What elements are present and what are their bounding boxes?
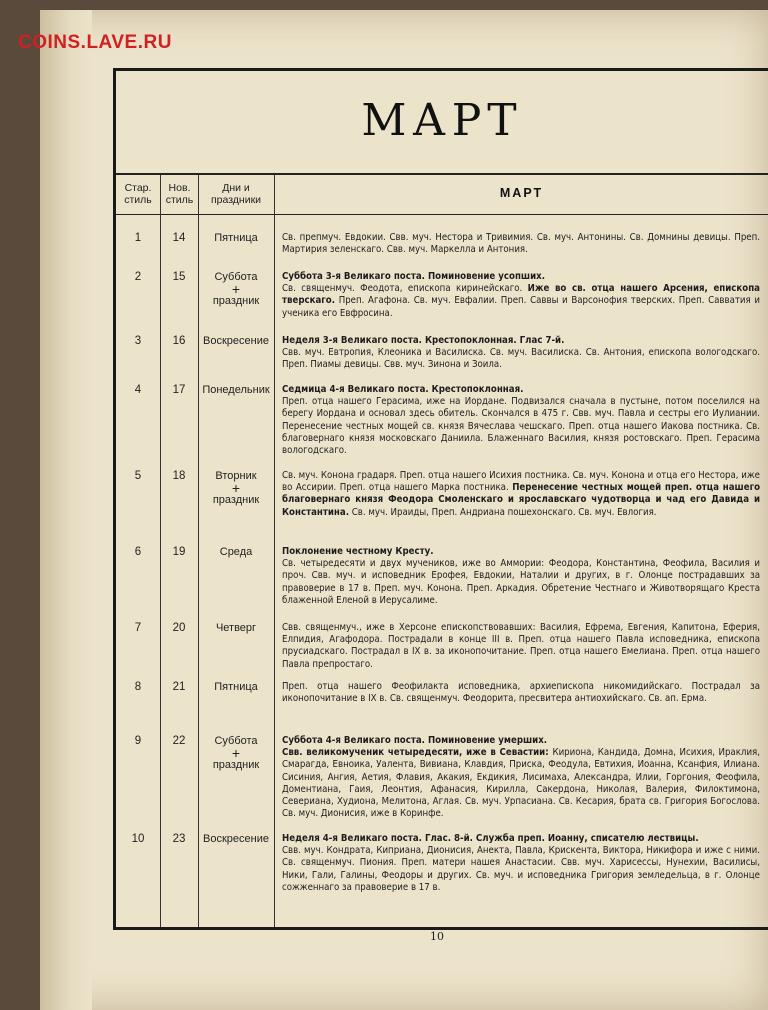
commemoration-text: Свв. муч. Евтропия, Клеоника и Василиска. Св. муч. Василиска. Св. Антония, епископа вологодскаго. Преп. Пиамы девицы. Свв. муч. Зинона и Зоила. <box>282 347 760 371</box>
old-style-date: 1 <box>134 232 142 244</box>
header-top-rule <box>116 173 768 175</box>
page-number: 10 <box>430 930 444 943</box>
new-style-date: 14 <box>172 232 186 244</box>
commemoration-text: Св. четыредесяти и двух мучеников, иже во Аммории: Феодора, Константина, Феофила, Василия и проч. Свв. муч. и исповедник Ерофея, Евдокии, Наталии и других, в г. Олонце пострадавших за правоверие в 17 в. Преп. муч. Конона. Преп. Аркадия. Обретение Честнаго и Животворящаго Креста блаженной Еленой в Иерусалиме. <box>282 558 760 606</box>
old-style-date: 8 <box>134 681 142 693</box>
new-style-date: 17 <box>172 384 186 396</box>
old-style-date: 5 <box>134 470 142 482</box>
day-name <box>198 232 274 245</box>
header-main: МАРТ <box>499 186 544 200</box>
col-divider-3 <box>274 175 275 927</box>
header-old-style: Стар. стиль <box>124 182 152 206</box>
feast-heading: Перенесение честных мощей преп. отца нашего благовернаго князя Феодора Смоленскаго и ярославскаго чудотворца и чад его Давида и Константина. <box>282 482 761 518</box>
saints-text <box>282 335 760 372</box>
day-label: Воскресение <box>203 335 269 347</box>
header-new-style: Нов. стиль <box>165 182 194 206</box>
day-name <box>198 271 274 308</box>
day-name <box>198 384 274 397</box>
old-style-date: 7 <box>134 622 142 634</box>
day-name <box>198 470 274 507</box>
commemoration-text: Кириона, Кандида, Домна, Исихия, Ираклия, Смарагда, Евноика, Уалента, Вивиана, Клавдия, Приска, Феодула, Евтихия, Иоанна, Ксанфия, Илиана. Сисиния, Ангия, Аетия, Флавия, Акакия, Екдикия, Лисимаха, Александра, Илии, Горгония, Феофила, Доментиана, Гаия, Леонтия, Афанасия, Кирилла, Сакердона, Николая, Валерия, Филоктимона, Севериана, Худиона, Мелитона, Аглая. Св. муч. Урпасиана. Св. Кесария, брата св. Григория Богослова. Св. муч. Дионисия, иже в Коринфе. <box>282 747 760 820</box>
day-name <box>198 622 274 635</box>
day-label: Воскресение <box>203 833 269 845</box>
old-style-date: 2 <box>134 271 142 283</box>
feast-heading: Свв. великомученик четыредесяти, иже в Севастии: <box>282 747 553 759</box>
commemoration-text: Преп. отца нашего Герасима, иже на Иордане. Подвизался сначала в пустыне, потом поселился на берегу Иордана и основал здесь обитель. Скончался в 475 г. Свв. муч. Павла и сестры его Иулиании. Перенесение честных мощей св. князя Вячеслава чешскаго. Преп. отца нашего Иакова постника. Св. благовернаго князя московскаго Даниила. Блаженнаго Василия, князя ростовскаго. Преп. Герасима вологодскаго. <box>282 396 760 457</box>
commemoration-text: Св. препмуч. Евдокии. Свв. муч. Нестора и Тривимия. Св. муч. Антонины. Св. Домнины девицы. Преп. Мартирия зеленскаго. Свв. муч. Маркелла и Антония. <box>282 232 760 256</box>
saints-text <box>282 470 760 519</box>
holiday-cross-icon: + <box>231 480 241 496</box>
day-label: Четверг <box>215 622 257 634</box>
saints-text <box>282 735 760 820</box>
old-style-date: 9 <box>134 735 142 747</box>
feast-heading: Седмица 4-я Великаго поста. Крестопоклонная. <box>282 384 524 395</box>
new-style-date: 16 <box>172 335 186 347</box>
old-style-date: 6 <box>134 546 142 558</box>
feast-heading: Неделя 4-я Великаго поста. Глас. 8-й. Служба преп. Иоанну, списателю лествицы. <box>282 833 699 844</box>
new-style-date: 19 <box>172 546 186 558</box>
day-label: Понедельник <box>202 384 270 396</box>
day-label: Пятница <box>214 681 258 693</box>
header-days: Дни и праздники <box>210 182 262 206</box>
feast-heading: Поклонение честному Кресту. <box>282 546 434 557</box>
feast-heading: Неделя 3-я Великаго поста. Крестопоклонная. Глас 7-й. <box>282 335 565 346</box>
saints-text <box>282 232 760 256</box>
old-style-date: 10 <box>131 833 145 845</box>
commemoration-text: Преп. отца нашего Феофилакта исповедника, архиепископа никомидийскаго. Пострадал за иконопочитание в IX в. Св. священмуч. Феодорита, пресвитера антиохийскаго. Св. ап. Ерма. <box>282 681 760 705</box>
saints-text <box>282 833 760 894</box>
saints-text <box>282 384 760 457</box>
header-bottom-rule <box>116 214 768 215</box>
holiday-cross-icon: + <box>231 281 241 297</box>
saints-text <box>282 271 760 320</box>
day-label: Суббота <box>214 735 258 747</box>
old-style-date: 4 <box>134 384 142 396</box>
commemoration-text: Свв. муч. Кондрата, Киприана, Дионисия, Анекта, Павла, Крискента, Виктора, Никифора и иже с ними. Св. священмуч. Пиония. Преп. матери нашея Анастасии. Свв. муч. Харисессы, Нунехии, Василисы, Ники, Гали, Галины, Феодоры и других. Св. муч. и исповедника Григория земледельца, в г. Олонце сожженнаго за правоверие в 17 в. <box>282 845 760 893</box>
feast-heading: Иже во св. отца нашего Арсения, епископа тверскаго. <box>282 283 761 307</box>
holiday-cross-icon: + <box>231 745 241 761</box>
day-name <box>198 833 274 846</box>
old-style-date: 3 <box>134 335 142 347</box>
new-style-date: 18 <box>172 470 186 482</box>
day-label: Пятница <box>214 232 258 244</box>
new-style-date: 21 <box>172 681 186 693</box>
day-name <box>198 735 274 772</box>
commemoration-text: Свв. священмуч., иже в Херсоне епископствовавших: Василия, Ефрема, Евгения, Капитона, Еферия, Елпидия, Агафодора. Пострадали в конце III в. Преп. отца нашего Павла исповедника, епископа прусиадскаго. Пострадал в IX в. за иконопочитание. Преп. отца нашего Емелиана. Преп. отца нашего Павла препростаго. <box>282 622 760 670</box>
holiday-label: праздник <box>212 494 260 506</box>
day-name <box>198 546 274 559</box>
saints-text <box>282 546 760 607</box>
holiday-label: праздник <box>212 295 260 307</box>
new-style-date: 22 <box>172 735 186 747</box>
commemoration-text: Преп. Агафона. Св. муч. Евфалии. Преп. Саввы и Варсонофия тверских. Преп. Савватия и ученика его Евфросина. <box>282 295 760 319</box>
feast-heading: Суббота 4-я Великаго поста. Поминовение умерших. <box>282 735 548 746</box>
watermark: COINS.LAVE.RU <box>18 32 172 53</box>
page-title: МАРТ <box>361 95 523 146</box>
day-label: Суббота <box>214 271 258 283</box>
commemoration-text: Св. муч. Ираиды, Преп. Андриана пошехонскаго. Св. муч. Евлогия. <box>351 506 657 518</box>
new-style-date: 20 <box>172 622 186 634</box>
commemoration-text: Св. священмуч. Феодота, епископа киринейскаго. <box>282 283 528 295</box>
new-style-date: 15 <box>172 271 186 283</box>
new-style-date: 23 <box>172 833 186 845</box>
saints-text <box>282 681 760 705</box>
holiday-label: праздник <box>212 759 260 771</box>
day-label: Вторник <box>215 470 257 482</box>
day-name <box>198 335 274 348</box>
day-label: Среда <box>219 546 253 558</box>
commemoration-text: Св. муч. Конона градаря. Преп. отца нашего Исихия постника. Св. муч. Конона и отца его Нестора, иже во Ассирии. Преп. отца нашего Марка постника. <box>282 470 760 494</box>
day-name <box>198 681 274 694</box>
feast-heading: Суббота 3-я Великаго поста. Поминовение усопших. <box>282 271 545 282</box>
saints-text <box>282 622 760 671</box>
page-fold-shadow <box>40 10 92 1010</box>
